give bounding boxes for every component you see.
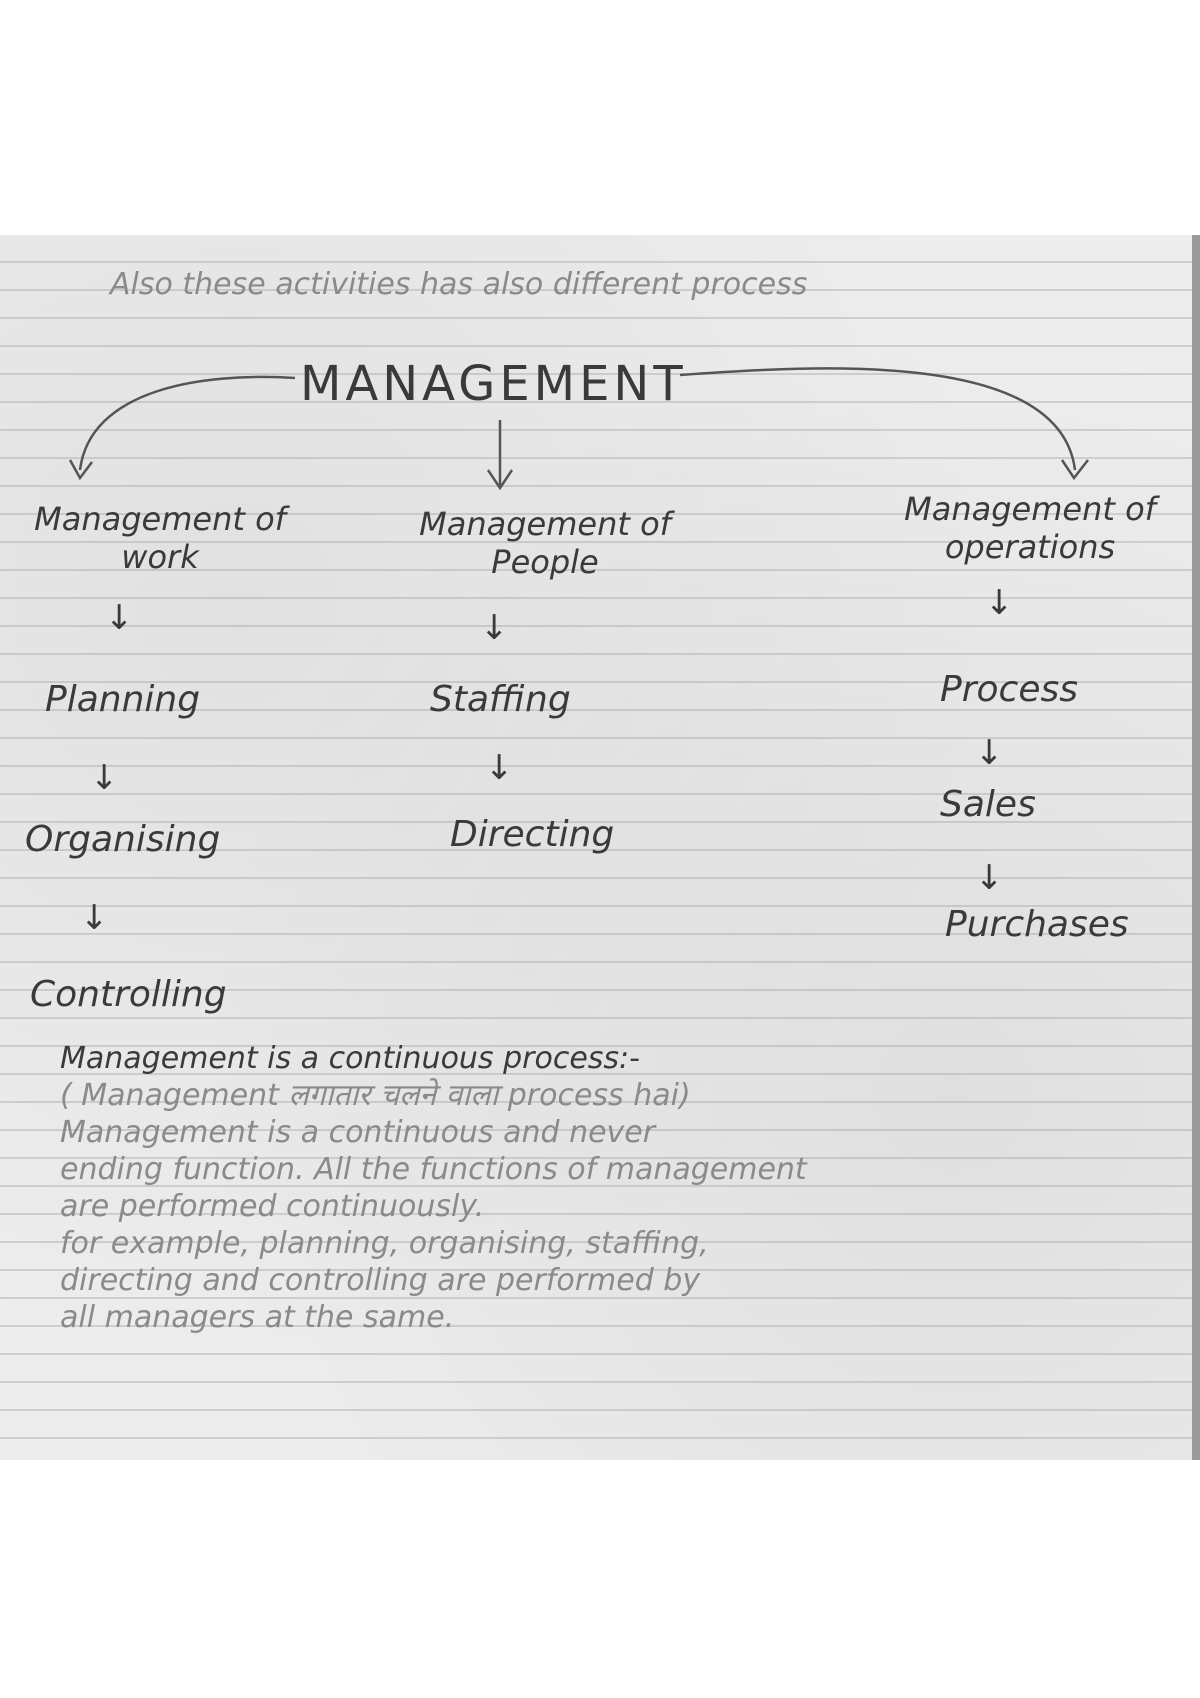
paragraph-line: are performed continuously. [60,1189,485,1224]
paragraph-line: ending function. All the functions of management [60,1152,807,1187]
arrow-down-icon: ↓ [985,583,1014,623]
paragraph-line: Management is a continuous and never [60,1115,656,1150]
paragraph-hindi-line: ( Management लगातार चलने वाला process hai) [60,1078,691,1113]
diagram-root: MANAGEMENT [300,356,687,412]
paragraph-heading: Management is a continuous process:- [60,1041,640,1076]
arrow-down-icon: ↓ [975,733,1004,773]
step-planning: Planning [45,679,201,720]
step-process: Process [940,669,1078,710]
paragraph-line: all managers at the same. [60,1300,455,1335]
arrow-down-icon: ↓ [80,898,109,938]
paragraph-line: for example, planning, organising, staffing, [60,1226,709,1261]
step-sales: Sales [940,784,1036,825]
arrow-down-icon: ↓ [480,608,509,648]
explanation-paragraph [60,1040,1160,1336]
connector-right [680,368,1075,470]
branch-title-operations: Management of operations [904,490,1156,567]
branch-title-work: Management of work [34,500,286,577]
arrow-down-icon: ↓ [485,748,514,788]
arrow-down-icon: ↓ [975,858,1004,898]
step-directing: Directing [450,814,615,855]
paragraph-line: directing and controlling are performed by [60,1263,701,1298]
branch-title-people: Management of People [419,505,671,582]
arrow-down-icon: ↓ [90,758,119,798]
step-staffing: Staffing [430,679,571,720]
step-controlling: Controlling [30,974,227,1015]
step-organising: Organising [25,819,221,860]
connector-left [80,377,295,470]
arrow-down-icon: ↓ [105,598,134,638]
step-purchases: Purchases [945,904,1129,945]
header-note: Also these activities has also different process [110,267,808,302]
